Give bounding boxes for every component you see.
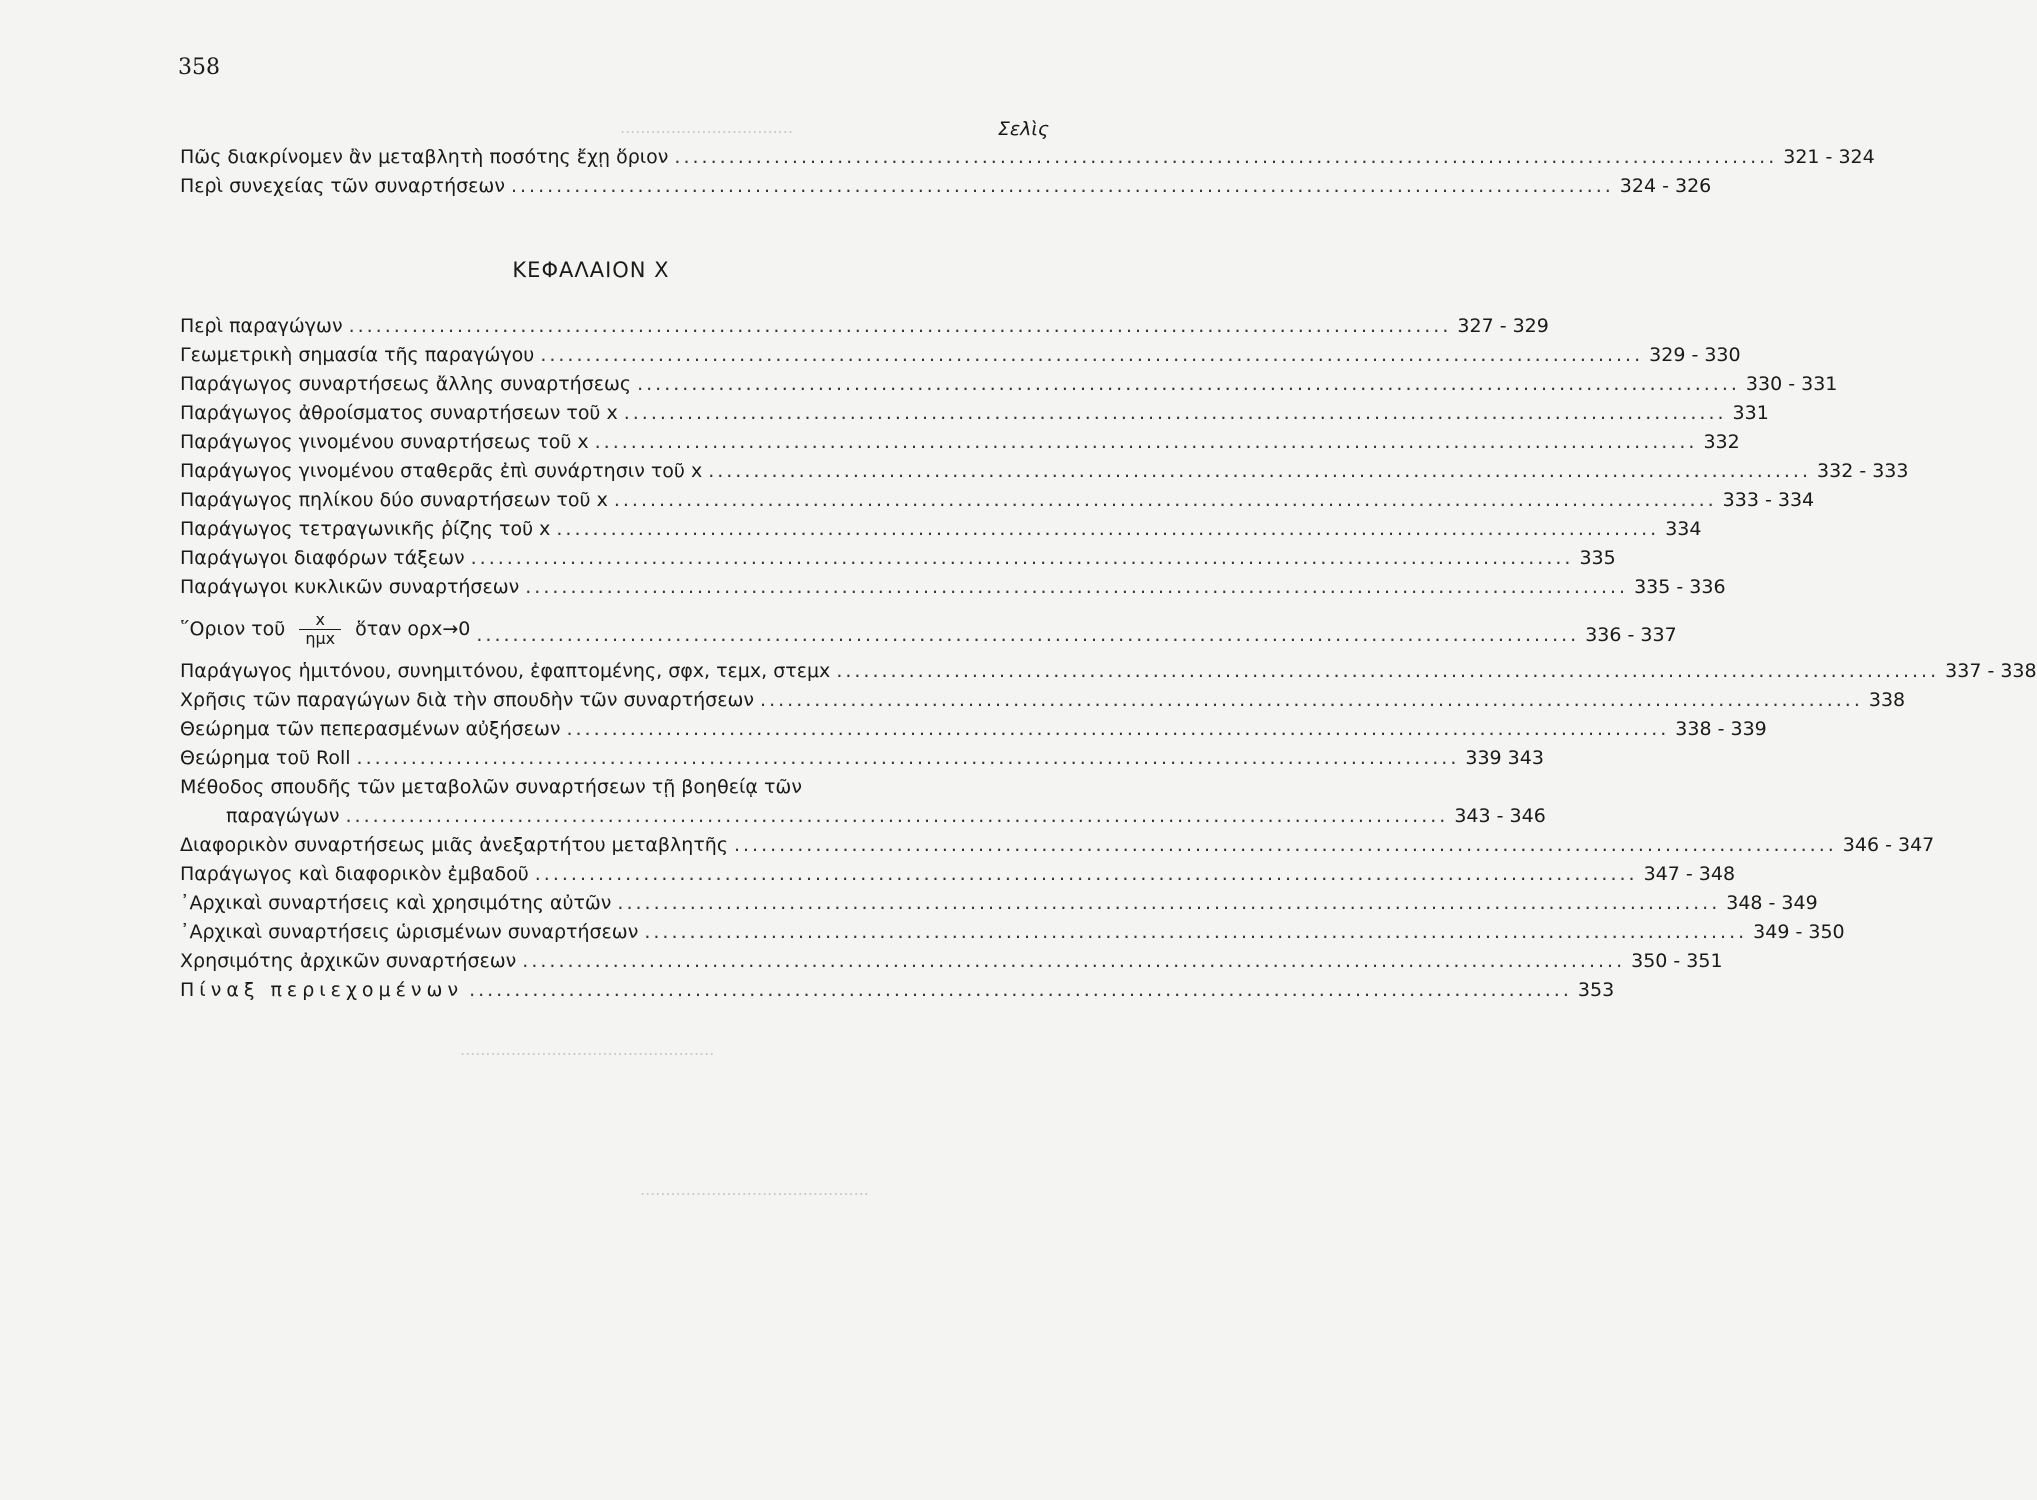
toc-entry xyxy=(180,456,1909,484)
dot-leader: .......................................................................................................................... xyxy=(470,547,1574,569)
toc-entry xyxy=(180,946,1723,974)
toc-entry-title: Παράγωγος πηλίκου δύο συναρτήσεων τοῦ x xyxy=(180,489,608,511)
dot-leader: .......................................................................................................................... xyxy=(733,834,1837,856)
toc-entry xyxy=(180,859,1736,887)
dot-leader: .......................................................................................................................... xyxy=(540,344,1644,366)
toc-entry-pages: 346 - 347 xyxy=(1842,834,1935,856)
toc-entry xyxy=(180,917,1845,945)
toc-entry-title: Πίναξ περιεχομένων xyxy=(180,979,464,1001)
toc-entry xyxy=(180,514,1702,542)
dot-leader: .......................................................................................................................... xyxy=(566,718,1670,740)
dot-leader: .......................................................................................................................... xyxy=(510,175,1614,197)
dot-leader: .......................................................................................................................... xyxy=(644,921,1748,943)
toc-entry-title: Περὶ συνεχείας τῶν συναρτήσεων xyxy=(180,175,505,197)
toc-entry-pages: 349 - 350 xyxy=(1753,921,1845,943)
toc-entry xyxy=(180,685,1906,713)
toc-entry-title: Μέθοδος σπουδῆς τῶν μεταβολῶν συναρτήσεων τῇ βοηθείᾳ τῶν xyxy=(180,776,802,798)
toc-entry-pages: 333 - 334 xyxy=(1722,489,1815,511)
toc-entry-pages: 353 xyxy=(1577,979,1615,1001)
toc-entry xyxy=(180,572,1726,600)
toc-entry-pages: 350 - 351 xyxy=(1631,950,1723,972)
toc-entry-pages: 330 - 331 xyxy=(1745,373,1838,395)
bleed-through-text: .................................. xyxy=(620,118,793,137)
toc-entry-title: Παράγωγος καὶ διαφορικὸν ἐμβαδοῦ xyxy=(180,863,529,885)
toc-entry xyxy=(180,975,1615,1003)
toc-entry-pages: 331 xyxy=(1732,402,1769,424)
toc-entry-pages: 343 - 346 xyxy=(1454,805,1546,827)
dot-leader: .......................................................................................................................... xyxy=(469,979,1572,1001)
toc-entry-title: Παράγωγος ἡμιτόνου, συνημιτόνου, ἐφαπτομένης, σφx, τεμx, στεμx xyxy=(180,660,831,682)
dot-leader: .......................................................................................................................... xyxy=(617,892,1721,914)
toc-entry xyxy=(180,485,1815,513)
toc-entry-title: ᾿Αρχικαὶ συναρτήσεις ὡρισμένων συναρτήσεων xyxy=(180,921,639,943)
toc-entry-pages: 324 - 326 xyxy=(1619,175,1712,197)
dot-leader: .......................................................................................................................... xyxy=(525,576,1629,598)
toc-entry-title: Παράγωγος ἀθροίσματος συναρτήσεων τοῦ x xyxy=(180,402,618,424)
toc-entry-pages: 347 - 348 xyxy=(1643,863,1736,885)
dot-leader: .......................................................................................................................... xyxy=(836,660,1940,682)
page-number: 358 xyxy=(178,55,220,80)
dot-leader: .......................................................................................................................... xyxy=(556,518,1660,540)
toc-entry-pages: 335 - 336 xyxy=(1634,576,1726,598)
toc-entry-title: Παράγωγος γινομένου σταθερᾶς ἐπὶ συνάρτησιν τοῦ x xyxy=(180,460,703,482)
toc-entry xyxy=(180,543,1616,571)
dot-leader: .......................................................................................................................... xyxy=(613,489,1717,511)
dot-leader: .......................................................................................................................... xyxy=(522,950,1626,972)
dot-leader: .......................................................................................................................... xyxy=(637,373,1740,395)
bleed-through-text: ............................................. xyxy=(640,1180,869,1199)
dot-leader: .......................................................................................................................... xyxy=(708,460,1812,482)
dot-leader: .......................................................................................................................... xyxy=(760,689,1863,711)
toc-entry-title: Πῶς διακρίνομεν ἂν μεταβλητὴ ποσότης ἔχῃ ὅριον xyxy=(180,146,669,168)
toc-entry-title: Παράγωγοι διαφόρων τάξεων xyxy=(180,547,465,569)
toc-entry-title: Παράγωγος συναρτήσεως ἄλλης συναρτήσεως xyxy=(180,373,632,395)
dot-leader: .......................................................................................................................... xyxy=(594,431,1698,453)
toc-entry-pages: 338 - 339 xyxy=(1675,718,1767,740)
toc-entry-pages: 329 - 330 xyxy=(1649,344,1741,366)
dot-leader: .......................................................................................................................... xyxy=(348,315,1452,337)
toc-entry xyxy=(180,171,1712,199)
toc-entry-title: Παράγωγοι κυκλικῶν συναρτήσεων xyxy=(180,576,520,598)
toc-entry-multiline-second xyxy=(180,801,1546,829)
dot-leader: .......................................................................................................................... xyxy=(623,402,1727,424)
toc-entry-pages: 332 - 333 xyxy=(1817,460,1909,482)
bleed-through-text: .................................................. xyxy=(460,1040,715,1059)
toc-entry-pages: 338 xyxy=(1868,689,1906,711)
toc-entry-title: Παράγωγος τετραγωνικῆς ῥίζης τοῦ x xyxy=(180,518,551,540)
toc-entry xyxy=(180,311,1549,339)
toc-entry-pages: 335 xyxy=(1579,547,1616,569)
toc-entry-pages: 337 - 338 xyxy=(1945,660,2037,682)
toc-entry xyxy=(180,427,1740,455)
toc-entry-title: Θεώρημα τῶν πεπερασμένων αὐξήσεων xyxy=(180,718,561,740)
toc-entry xyxy=(180,369,1838,397)
toc-entry-pages: 327 - 329 xyxy=(1457,315,1549,337)
toc-entry xyxy=(180,340,1741,368)
toc-entry-title: Χρῆσις τῶν παραγώγων διὰ τὴν σπουδὴν τῶν συναρτήσεων xyxy=(180,689,755,711)
dot-leader: .......................................................................................................................... xyxy=(345,805,1449,827)
toc-entry-pages: 321 - 324 xyxy=(1783,146,1875,168)
fraction xyxy=(299,611,341,648)
dot-leader: .......................................................................................................................... xyxy=(476,624,1580,646)
toc-entry xyxy=(180,656,2037,684)
toc-entry-pages: 348 - 349 xyxy=(1726,892,1818,914)
toc-entry xyxy=(180,142,1875,170)
toc-entry-title xyxy=(180,611,470,648)
toc-entry-title: ᾿Αρχικαὶ συναρτήσεις καὶ χρησιμότης αὐτῶν xyxy=(180,892,612,914)
toc-entry-pages: 332 xyxy=(1703,431,1740,453)
toc-entry-multiline-first xyxy=(180,772,1048,800)
dot-leader: .......................................................................................................................... xyxy=(674,146,1778,168)
chapter-heading: ΚΕΦΑΛΑΙΟΝ X xyxy=(512,258,670,282)
toc-entry-title: Διαφορικὸν συναρτήσεως μιᾶς ἀνεξαρτήτου μεταβλητῆς xyxy=(180,834,728,856)
toc-entry-title: Θεώρημα τοῦ Roll xyxy=(180,747,351,769)
dot-leader: .......................................................................................................................... xyxy=(534,863,1638,885)
toc-entry-title: Χρησιμότης ἀρχικῶν συναρτήσεων xyxy=(180,950,517,972)
dot-leader: .......................................................................................................................... xyxy=(356,747,1460,769)
toc-entry xyxy=(180,714,1767,742)
toc-entry-pages: 334 xyxy=(1665,518,1702,540)
toc-entry-pages: 339 343 xyxy=(1465,747,1544,769)
page-column-header: Σελὶς xyxy=(997,118,1049,140)
toc-entry-limit xyxy=(180,606,1677,648)
toc-entry xyxy=(180,888,1818,916)
fraction-numerator: x xyxy=(315,610,325,629)
toc-entry-title: Γεωμετρικὴ σημασία τῆς παραγώγου xyxy=(180,344,535,366)
fraction-denominator: ημx xyxy=(299,629,341,648)
toc-entry-title: Περὶ παραγώγων xyxy=(180,315,343,337)
toc-entry-pages: 336 - 337 xyxy=(1585,624,1677,646)
toc-entry-title: Παράγωγος γινομένου συναρτήσεως τοῦ x xyxy=(180,431,589,453)
limit-prefix: ῞Οριον τοῦ xyxy=(180,618,286,640)
toc-entry xyxy=(180,743,1544,771)
toc-entry-title-continuation: παραγώγων xyxy=(226,805,340,827)
toc-entry xyxy=(180,830,1935,858)
limit-suffix: ὅταν ορx→0 xyxy=(355,618,471,640)
toc-entry xyxy=(180,398,1769,426)
